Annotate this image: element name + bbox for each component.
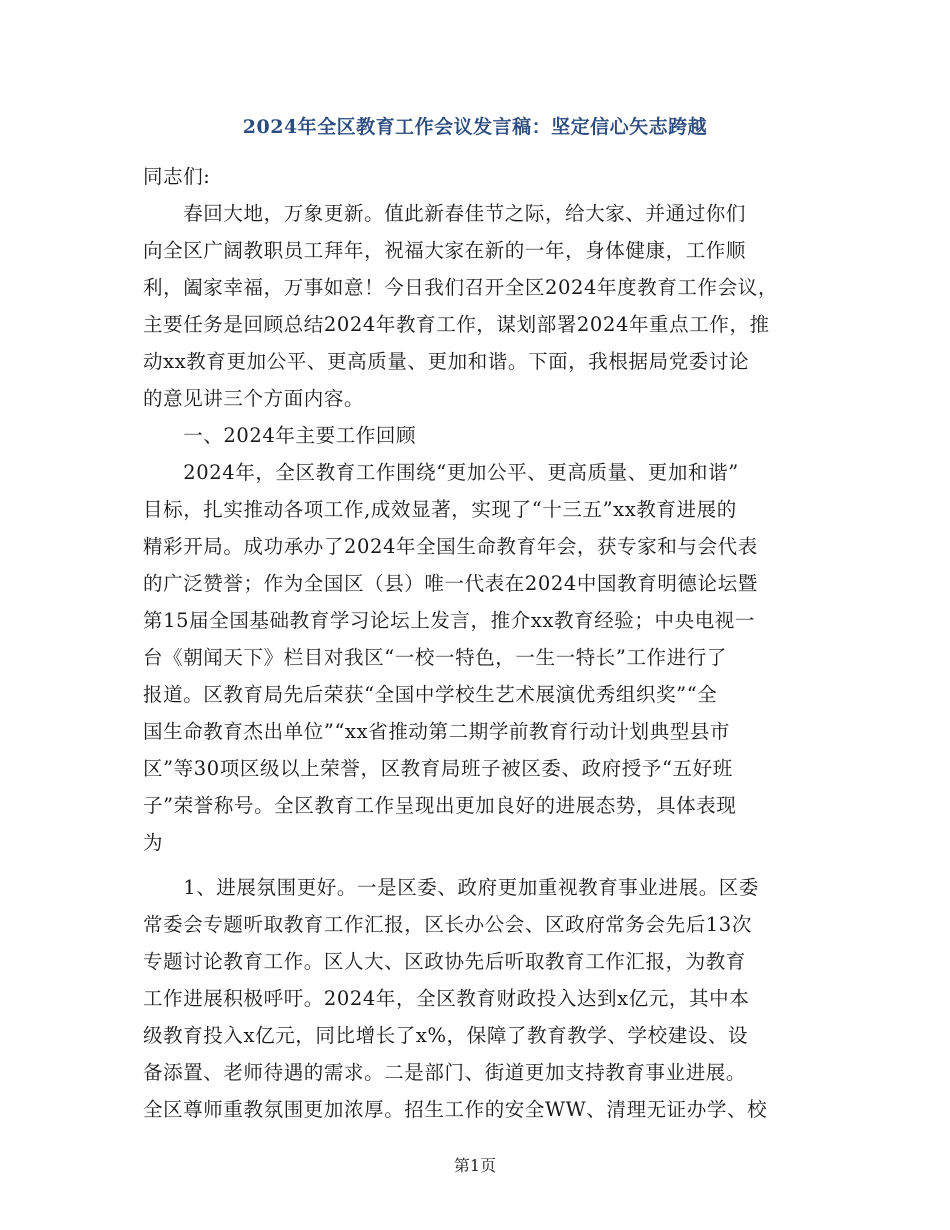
paragraph-line: 专题讨论教育工作。区人大、区政协先后听取教育工作汇报，为教育 xyxy=(143,950,747,973)
paragraph-line: 利，阖家幸福，万事如意！今日我们召开全区2024年度教育工作会议， xyxy=(143,276,778,299)
document-body xyxy=(143,158,811,1128)
paragraph-line: 级教育投入x亿元，同比增长了x%，保障了教育教学、学校建设、设 xyxy=(143,1024,749,1047)
paragraph-line: 全区尊师重教氛围更加浓厚。招生工作的安全WW、清理无证办学、校 xyxy=(143,1098,768,1121)
paragraph-line: 子”荣誉称号。全区教育工作呈现出更加良好的进展态势，具体表现 xyxy=(143,794,737,817)
paragraph-line: 的意见讲三个方面内容。 xyxy=(143,387,365,410)
paragraph-line: 的广泛赞誉；作为全国区（县）唯一代表在2024中国教育明德论坛暨 xyxy=(143,572,758,595)
paragraph-line: 目标，扎实推动各项工作,成效显著，实现了“十三五”xx教育进展的 xyxy=(143,498,737,521)
paragraph-line: 2024年，全区教育工作围绕“更加公平、更高质量、更加和谐” xyxy=(143,461,739,484)
paragraph-line: 国生命教育杰出单位”“xx省推动第二期学前教育行动计划典型县市 xyxy=(143,720,731,743)
paragraph-line: 工作进展积极呼吁。2024年，全区教育财政投入达到x亿元，其中本 xyxy=(143,987,750,1010)
section-heading: 一、2024年主要工作回顾 xyxy=(143,424,417,447)
paragraph-gap xyxy=(143,861,811,869)
page-title: 2024年全区教育工作会议发言稿：坚定信心矢志跨越 xyxy=(242,116,708,138)
paragraph-line: 动xx教育更加公平、更高质量、更加和谐。下面，我根据局党委讨论 xyxy=(143,350,750,373)
paragraph-line: 为 xyxy=(143,831,164,854)
paragraph-line: 向全区广阔教职员工拜年，祝福大家在新的一年，身体健康，工作顺 xyxy=(143,239,747,262)
paragraph-line: 报道。区教育局先后荣获“全国中学校生艺术展演优秀组织奖”“全 xyxy=(143,683,718,706)
paragraph-line: 主要任务是回顾总结2024年教育工作，谋划部署2024年重点工作，推 xyxy=(143,313,770,336)
paragraph-line: 春回大地，万象更新。值此新春佳节之际，给大家、并通过你们 xyxy=(143,202,747,225)
paragraph-line: 台《朝闻天下》栏目对我区“一校一特色，一生一特长”工作进行了 xyxy=(143,646,727,669)
paragraph-line: 1、进展氛围更好。一是区委、政府更加重视教育事业进展。区委 xyxy=(143,876,760,899)
paragraph-line: 常委会专题听取教育工作汇报，区长办公会、区政府常务会先后13次 xyxy=(143,913,752,936)
page-number: 第1页 xyxy=(453,1156,497,1175)
salutation: 同志们: xyxy=(143,165,211,188)
paragraph-line: 精彩开局。成功承办了2024年全国生命教育年会，获专家和与会代表 xyxy=(143,535,758,558)
paragraph-line: 第15届全国基础教育学习论坛上发言，推介xx教育经验；中央电视一 xyxy=(143,609,756,632)
paragraph-line: 备添置、老师待遇的需求。二是部门、街道更加支持教育事业进展。 xyxy=(143,1061,747,1084)
paragraph-line: 区”等30项区级以上荣誉，区教育局班子被区委、政府授予“五好班 xyxy=(143,757,733,780)
